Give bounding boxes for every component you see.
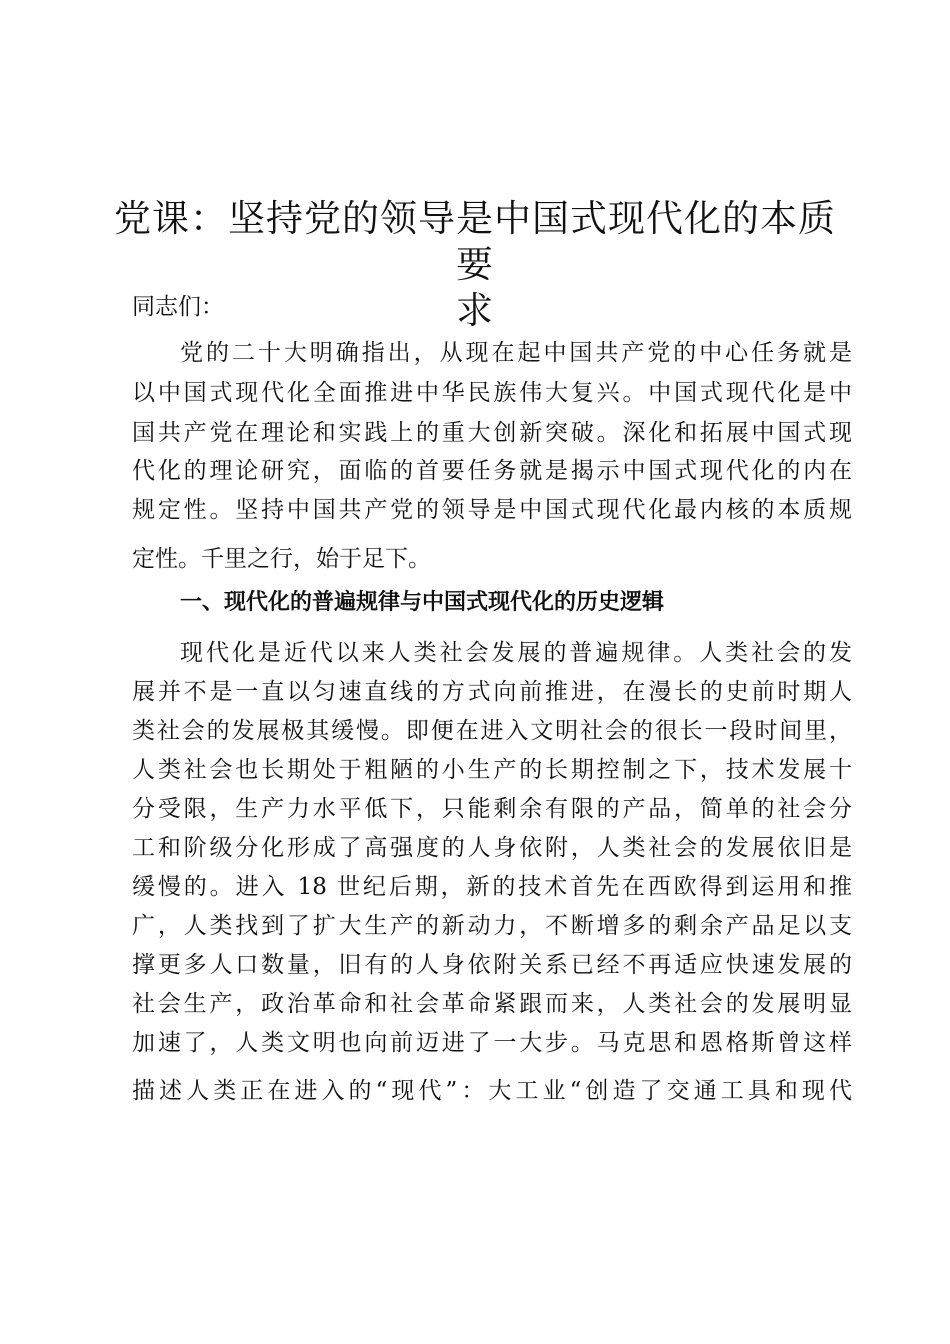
paragraph-2-line: 广，人类找到了扩大生产的新动力，不断增多的剩余产品足以支 — [132, 913, 852, 939]
paragraph-1-line: 规定性。坚持中国共产党的领导是中国式现代化最内核的本质规 — [132, 497, 852, 523]
section-heading: 一、现代化的普遍规律与中国式现代化的历史逻辑 — [180, 590, 665, 615]
paragraph-2-line: 工和阶级分化形成了高强度的人身依附，人类社会的发展依旧是 — [132, 835, 852, 861]
paragraph-1-line: 以中国式现代化全面推进中华民族伟大复兴。中国式现代化是中 — [132, 380, 852, 406]
paragraph-2-line: 社会生产，政治革命和社会革命紧跟而来，人类社会的发展明显 — [132, 991, 852, 1017]
paragraph-2-line: 展并不是一直以匀速直线的方式向前推进，在漫长的史前时期人 — [132, 679, 852, 705]
paragraph-2-line: 缓慢的。进入 18 世纪后期，新的技术首先在西欧得到运用和推 — [132, 874, 852, 900]
paragraph-1-line: 国共产党在理论和实践上的重大创新突破。深化和拓展中国式现 — [132, 420, 852, 446]
title-line-2: 求 — [456, 289, 494, 332]
paragraph-2-line: 描述人类正在进入的“现代”：大工业“创造了交通工具和现代 — [132, 1078, 852, 1104]
title-line-1: 党课：坚持党的领导是中国式现代化的本质要 — [114, 197, 836, 286]
paragraph-2-line: 撑更多人口数量，旧有的人身依附关系已经不再适应快速发展的 — [132, 952, 852, 978]
paragraph-2-line: 现代化是近代以来人类社会发展的普遍规律。人类社会的发 — [180, 640, 852, 666]
salutation: 同志们： — [132, 294, 224, 320]
paragraph-2-line: 人类社会也长期处于粗陋的小生产的长期控制之下，技术发展十 — [132, 757, 852, 783]
paragraph-2-line: 分受限，生产力水平低下，只能剩余有限的产品，简单的社会分 — [132, 796, 852, 822]
paragraph-1-line: 代化的理论研究，面临的首要任务就是揭示中国式现代化的内在 — [132, 458, 852, 484]
paragraph-1-line: 党的二十大明确指出，从现在起中国共产党的中心任务就是 — [180, 340, 852, 366]
paragraph-1-line: 定性。千里之行，始于足下。 — [132, 546, 431, 572]
paragraph-2-line: 加速了，人类文明也向前迈进了一大步。马克思和恩格斯曾这样 — [132, 1030, 852, 1056]
paragraph-2-line: 类社会的发展极其缓慢。即便在进入文明社会的很长一段时间里， — [132, 718, 852, 744]
